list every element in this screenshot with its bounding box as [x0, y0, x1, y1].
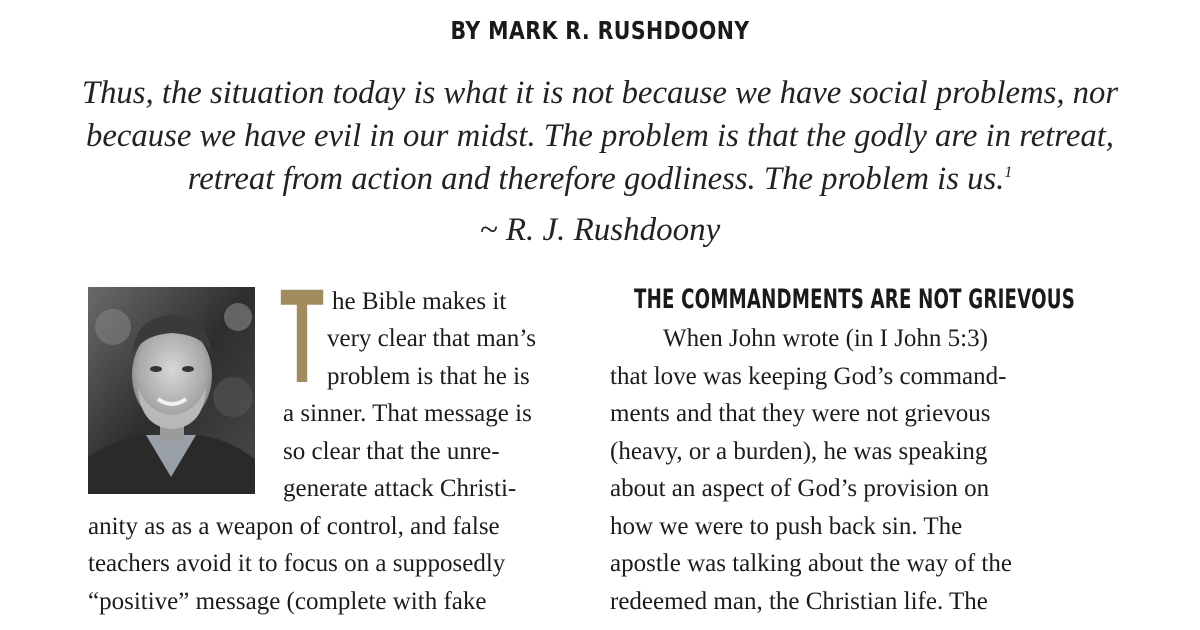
drop-cap-letter: T	[280, 262, 324, 411]
body-line: problem is that he is	[327, 363, 530, 390]
author-photo	[88, 287, 255, 494]
body-line: that love was keeping God’s command-	[610, 363, 1007, 390]
body-line: very clear that man’s	[327, 325, 536, 352]
quote-line	[45, 158, 1155, 201]
body-line: (heavy, or a burden), he was speaking	[610, 438, 988, 465]
body-line: anity as as a weapon of control, and false	[88, 513, 500, 540]
body-line: teachers avoid it to focus on a supposedly	[88, 550, 506, 577]
byline: BY MARK R. RUSHDOONY	[450, 16, 750, 45]
drop-cap	[278, 262, 326, 411]
body-line: he Bible makes it	[332, 288, 507, 315]
body-line: “positive” message (complete with fake	[88, 588, 487, 615]
quote-line: Thus, the situation today is what it is not because we have social problems, nor	[81, 75, 1119, 111]
body-line: apostle was talking about the way of the	[610, 550, 1012, 577]
body-line: When John wrote (in I John 5:3)	[663, 325, 988, 352]
body-line: about an aspect of God’s provision on	[610, 475, 990, 502]
body-line: generate attack Christi-	[283, 475, 517, 502]
quote-line-text: retreat from action and therefore godliness. The problem is us.	[187, 161, 1005, 197]
body-line: ments and that they were not grievous	[610, 400, 991, 427]
section-heading: THE COMMANDMENTS ARE NOT GRIEVOUS	[634, 284, 1075, 315]
quote-attribution: ~ R. J. Rushdoony	[479, 212, 721, 248]
footnote-marker: 1	[1004, 164, 1013, 181]
body-line: so clear that the unre-	[283, 438, 500, 465]
epigraph-quote	[40, 72, 1160, 201]
body-line: redeemed man, the Christian life. The	[610, 588, 988, 615]
body-line: a sinner. That message is	[283, 400, 532, 427]
quote-line: because we have evil in our midst. The problem is that the godly are in retreat,	[86, 118, 1114, 154]
body-line: how we were to push back sin. The	[610, 513, 963, 540]
